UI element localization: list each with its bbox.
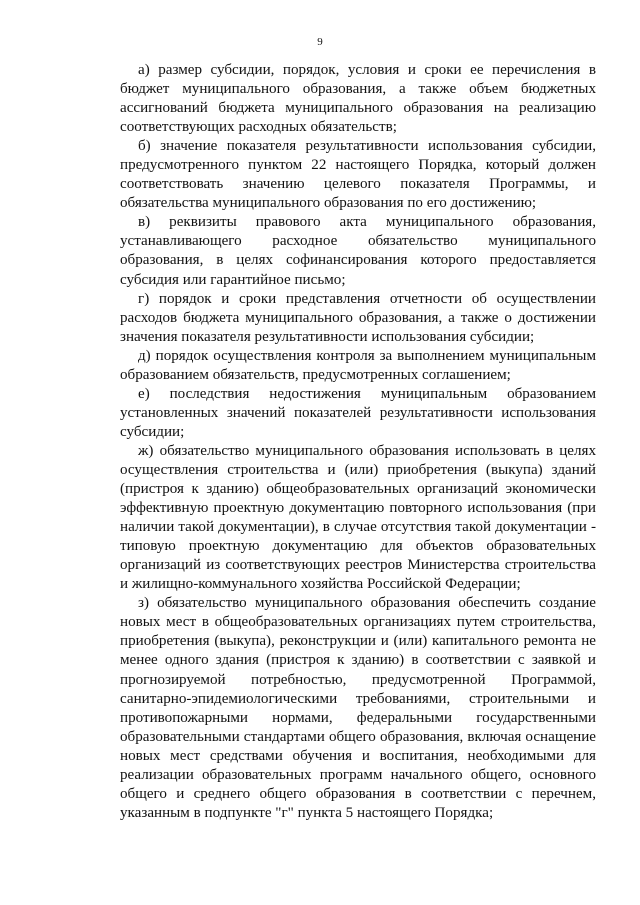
document-body bbox=[120, 61, 596, 823]
paragraph-a: а) размер субсидии, порядок, условия и сроки ее перечисления в бюджет муниципального образования, а также объем бюджетных ассигнований бюджета муниципального образования на реализацию соответствующих расходных обязательств; bbox=[120, 62, 596, 136]
paragraph-v: в) реквизиты правового акта муниципального образования, устанавливающего расходное обязательство муниципального образования, в целях софинансирования которого предоставляется субсидия или гарантийное письмо; bbox=[120, 214, 596, 288]
paragraph-zh: ж) обязательство муниципального образования использовать в целях осуществления строительства и (или) приобретения (выкупа) зданий (пристроя к зданию) общеобразовательных организаций экономически эффективную проектную документацию повторного использования (при наличии такой документации), в случае отсутствия такой документации - типовую проектную документацию для объектов образовательных организаций из соответствующих реестров Министерства строительства и жилищно-коммунального хозяйства Российской Федерации; bbox=[120, 442, 596, 593]
paragraph-e: е) последствия недостижения муниципальным образованием установленных значений показателей результативности использования субсидии; bbox=[120, 385, 596, 440]
page-number: 9 bbox=[317, 36, 323, 48]
paragraph-z: з) обязательство муниципального образования обеспечить создание новых мест в общеобразовательных организациях путем строительства, приобретения (выкупа), реконструкции и (или) капитального ремонта не менее одного здания (пристроя к зданию) в соответствии с заявкой и прогнозируемой потребностью, предусмотренной Программой, санитарно-эпидемиологическими требованиями, строительными и противопожарными нормами, федеральными государственными образовательными стандартами общего образования, включая оснащение новых мест средствами обучения и воспитания, необходимыми для реализации образовательных программ начального общего, основного общего и среднего общего образования в соответствии с перечнем, указанным в подпункте "г" пункта 5 настоящего Порядка; bbox=[120, 595, 596, 821]
paragraph-g: г) порядок и сроки представления отчетности об осуществлении расходов бюджета муниципального образования, а также о достижении значения показателя результативности использования субсидии; bbox=[120, 290, 596, 345]
paragraph-b: б) значение показателя результативности использования субсидии, предусмотренного пунктом 22 настоящего Порядка, который должен соответствовать значению целевого показателя Программы, и обязательства муниципального образования по его достижению; bbox=[120, 138, 596, 212]
paragraph-d: д) порядок осуществления контроля за выполнением муниципальным образованием обязательств, предусмотренных соглашением; bbox=[120, 347, 596, 383]
